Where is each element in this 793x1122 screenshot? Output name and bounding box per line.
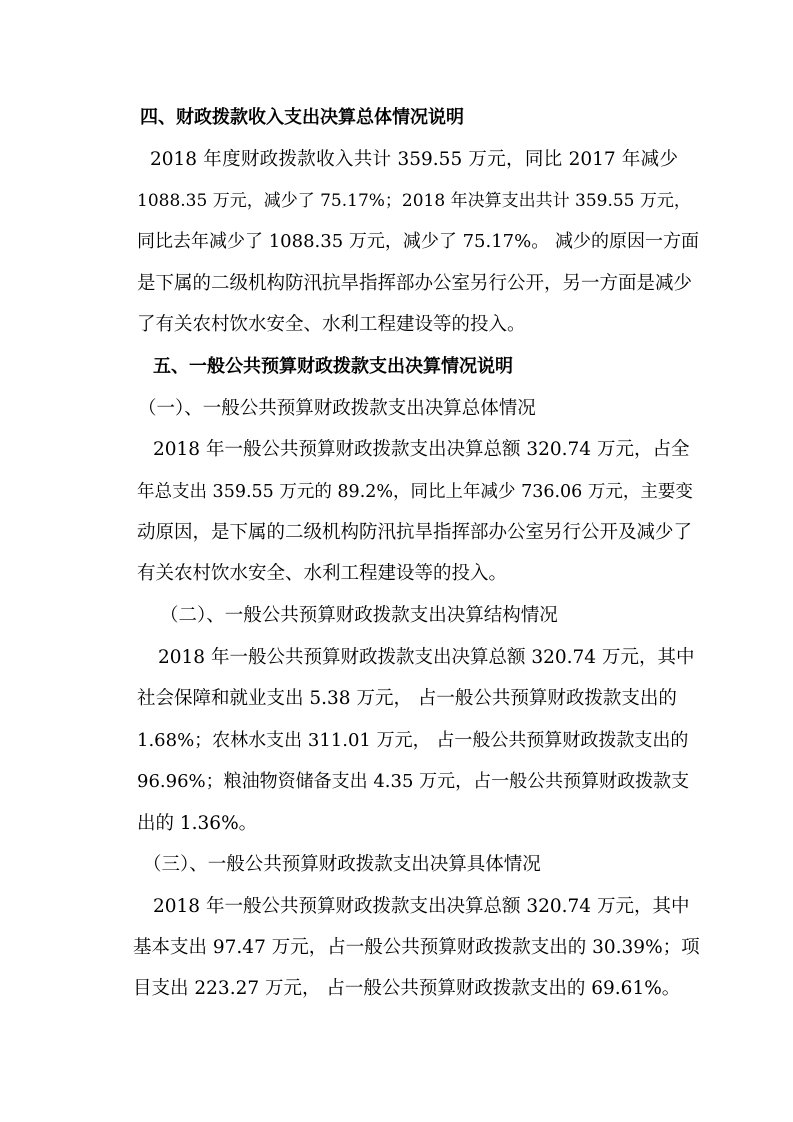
paragraph-line: 96.96%；粮油物资储备支出 4.35 万元，占一般公共预算财政拨款支 [137, 771, 690, 792]
paragraph-line: 出的 1.36%。 [137, 813, 258, 834]
paragraph-line: 动原因，是下属的二级机构防汛抗旱指挥部办公室另行公开及减少了 [137, 522, 693, 543]
paragraph-line: 目支出 223.27 万元， 占一般公共预算财政拨款支出的 69.61%。 [133, 978, 681, 999]
subsection-3-title: （三）、一般公共预算财政拨款支出决算具体情况 [143, 854, 541, 875]
section-5-heading: 五、一般公共预算财政拨款支出决算情况说明 [153, 356, 513, 377]
section-4-heading: 四、财政拨款收入支出决算总体情况说明 [140, 107, 464, 128]
paragraph-line: 2018 年一般公共预算财政拨款支出决算总额 320.74 万元，占全 [153, 439, 690, 460]
paragraph-line: 1.68%；农林水支出 311.01 万元， 占一般公共预算财政拨款支出的 [137, 730, 689, 751]
paragraph-line: 2018 年一般公共预算财政拨款支出决算总额 320.74 万元，其中 [158, 647, 695, 668]
subsection-2-title: （二）、一般公共预算财政拨款支出决算结构情况 [160, 605, 558, 626]
paragraph-line: 社会保障和就业支出 5.38 万元， 占一般公共预算财政拨款支出的 [137, 688, 677, 709]
paragraph-line: 2018 年度财政拨款收入共计 359.55 万元，同比 2017 年减少 [150, 149, 678, 170]
subsection-1-title: （一）、一般公共预算财政拨款支出决算总体情况 [138, 398, 536, 419]
paragraph-line: 1088.35 万元，减少了 75.17%；2018 年决算支出共计 359.55 万元， [137, 191, 691, 211]
paragraph-line: 了有关农村饮水安全、水利工程建设等的投入。 [137, 314, 526, 335]
paragraph-line: 2018 年一般公共预算财政拨款支出决算总额 320.74 万元，其中 [153, 896, 690, 917]
paragraph-line: 有关农村饮水安全、水利工程建设等的投入。 [137, 563, 508, 584]
paragraph-line: 同比去年减少了 1088.35 万元，减少了 75.17%。 减少的原因一方面 [137, 231, 699, 252]
paragraph-line: 是下属的二级机构防汛抗旱指挥部办公室另行公开，另一方面是减少 [137, 273, 693, 294]
paragraph-line: 基本支出 97.47 万元，占一般公共预算财政拨款支出的 30.39%；项 [133, 937, 700, 958]
paragraph-line: 年总支出 359.55 万元的 89.2%，同比上年减少 736.06 万元，主要变 [137, 482, 693, 502]
